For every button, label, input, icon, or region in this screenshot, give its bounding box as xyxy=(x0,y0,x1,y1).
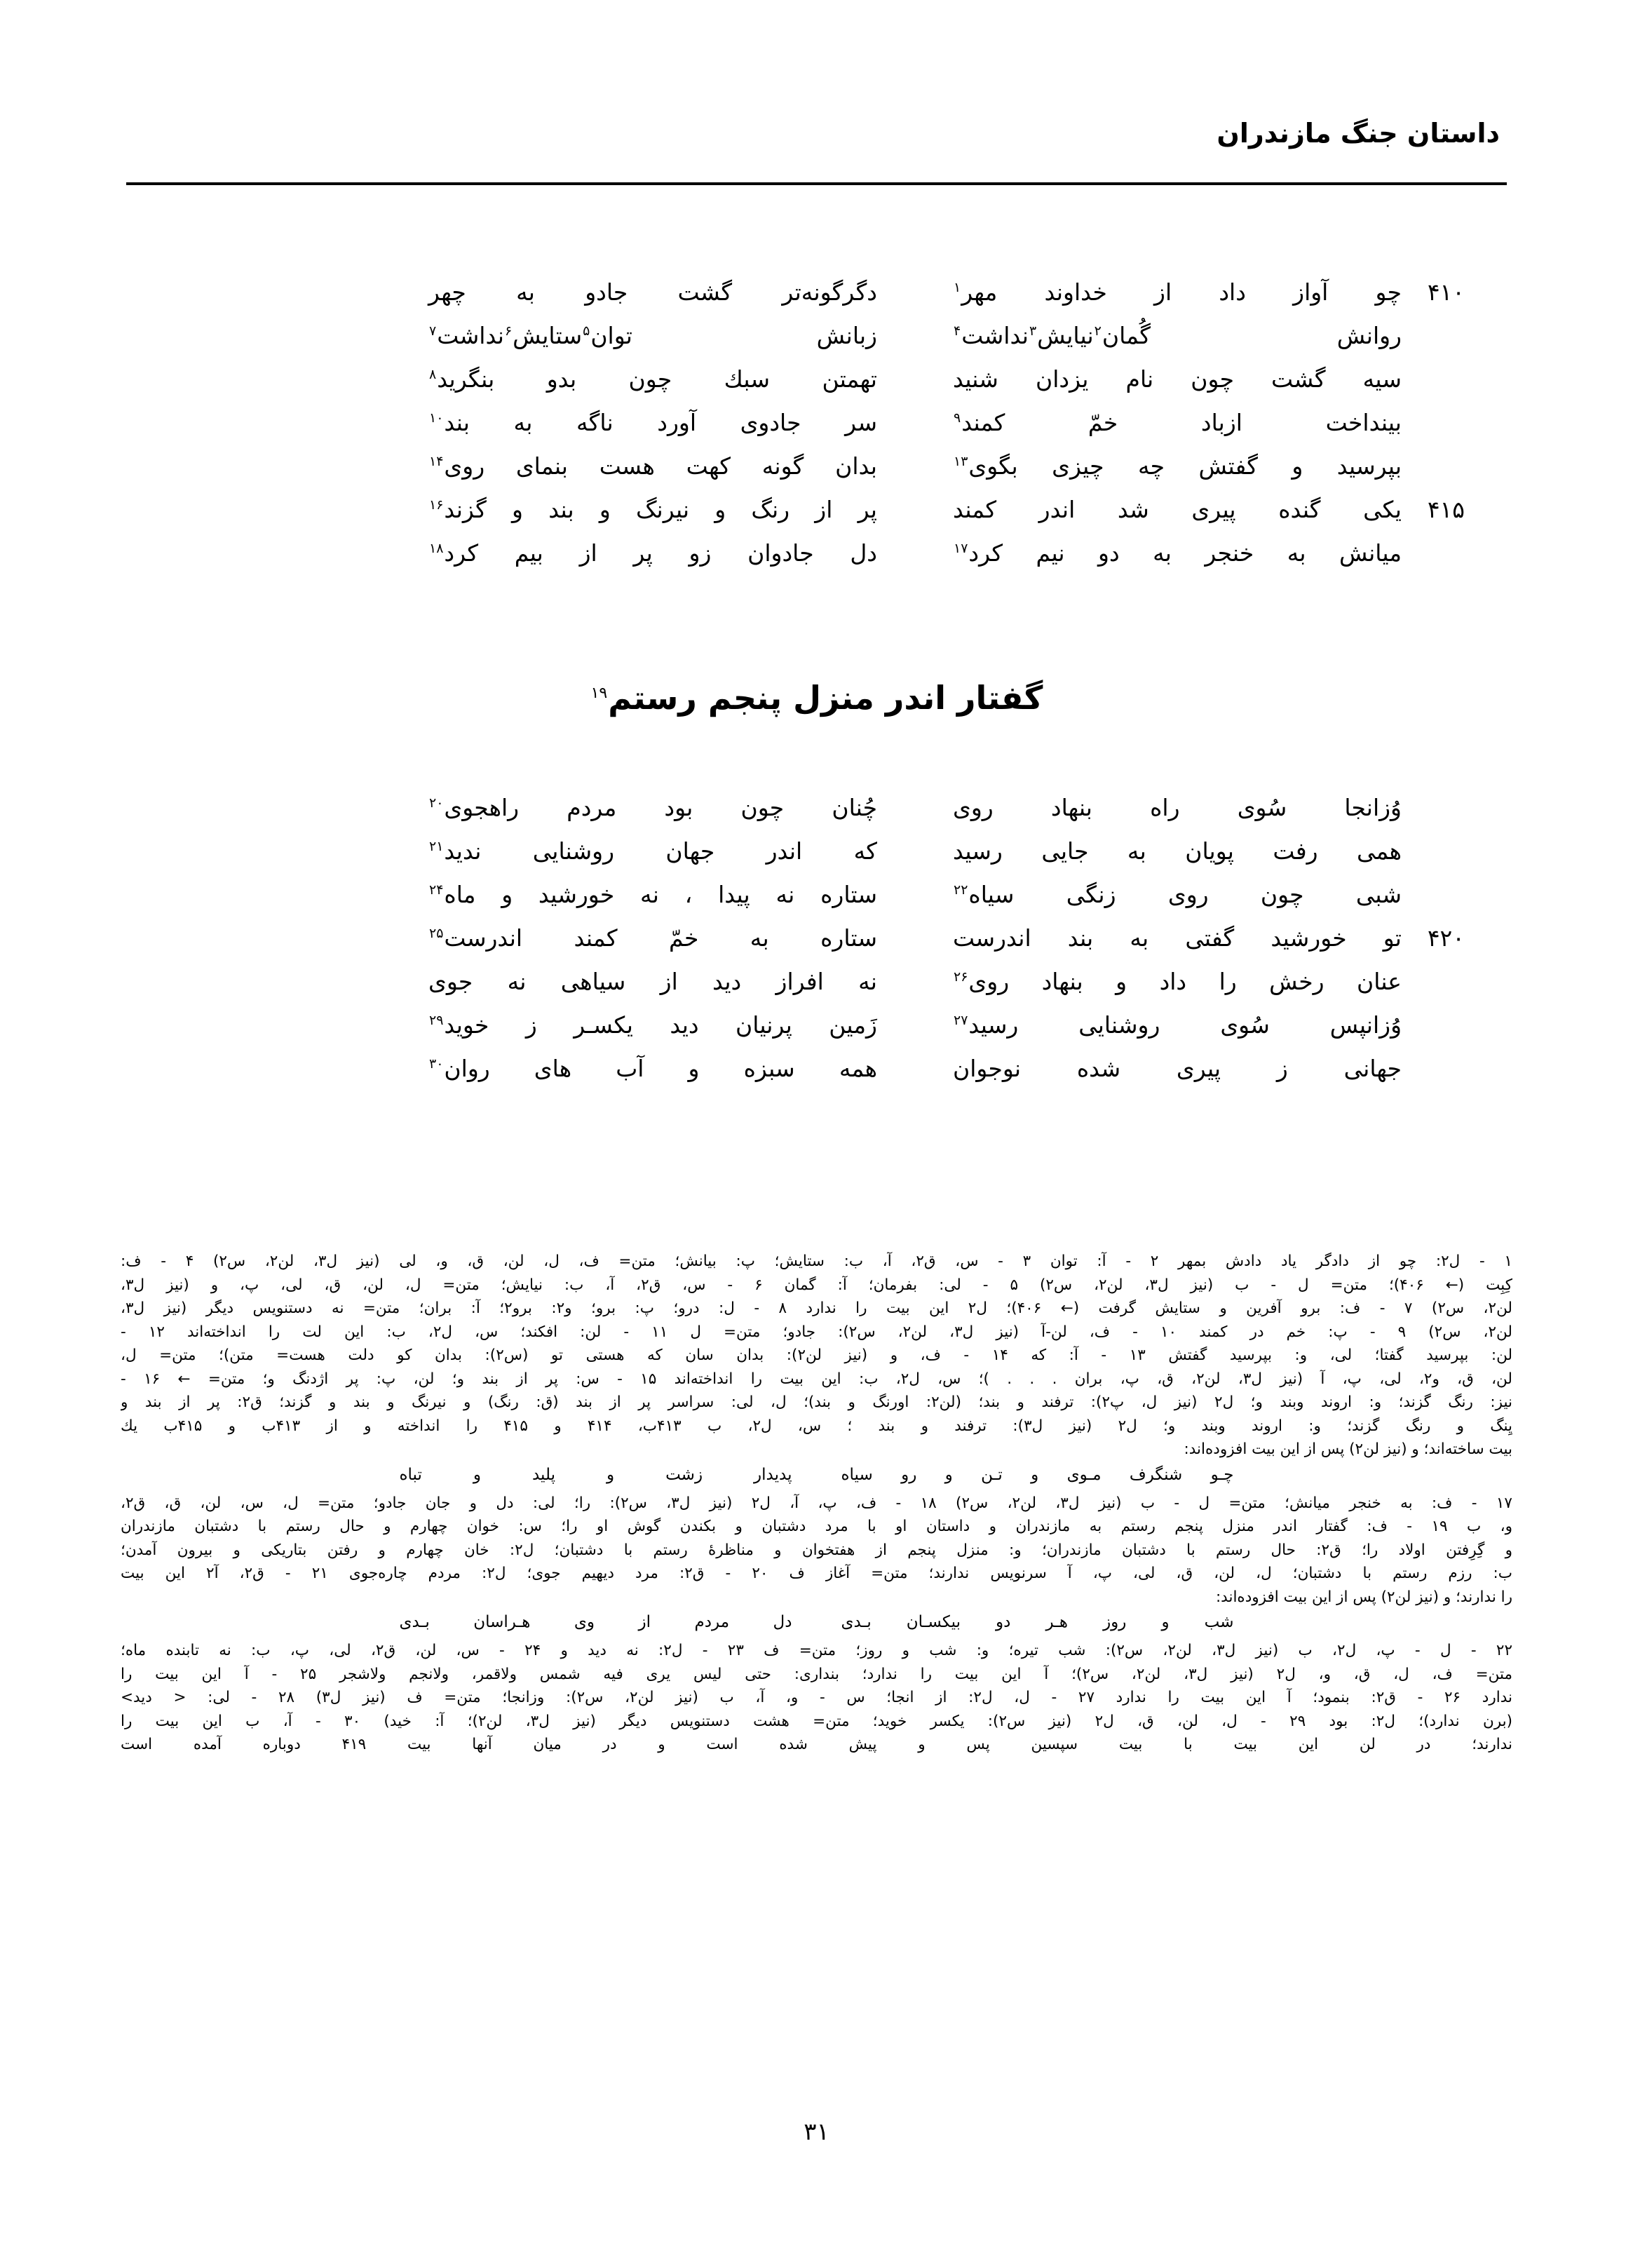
hemistich-right xyxy=(953,278,1402,306)
hemistich-left xyxy=(428,278,877,306)
hemistich-right xyxy=(953,411,1402,434)
verse-row xyxy=(126,411,1507,454)
verse-row xyxy=(126,796,1507,839)
footnote-marker: ۲۷ xyxy=(954,1013,968,1028)
apparatus-line: و، ب ۱۹ - ف: گفتار اندر منزل پنجم رستم به مازندران و داستان او با مرد دشتبان و بكندن گوش او را؛ س: خوان چهارم و حال رستم با دشتبان مازندران xyxy=(121,1518,1512,1535)
verse-row xyxy=(126,1013,1507,1057)
hemistich-left xyxy=(428,541,877,565)
hemistich-left xyxy=(428,454,877,478)
footnote-marker: ۹ xyxy=(954,410,961,426)
verse-row xyxy=(126,1057,1507,1100)
hemistich-text: چُنان چون بود مردم راهجوی xyxy=(444,794,877,821)
verse-number: ۴۱۵ xyxy=(1427,496,1465,523)
running-head: داستان جنگ مازندران xyxy=(1217,118,1500,149)
apparatus-line: ۱ - ل۲: چو از دادگر یاد دادش بمهر ۲ - آ: توان ۳ - س، ق۲، آ، ب: ستایش؛ پ: بیانش؛ متن= ف، ل، لن، ق، و، لی (نیز ل۳، لن۲، س۲) ۴ - ف: xyxy=(121,1253,1512,1270)
inset-hemistich-right: شب و روز هـر دو بیكسـان بـدی xyxy=(841,1613,1234,1631)
footnote-marker: ۷ xyxy=(429,323,437,339)
hemistich-left xyxy=(428,970,877,993)
hemistich-right xyxy=(953,926,1402,950)
apparatus-inset-verse xyxy=(121,1611,1512,1638)
apparatus-line: متن= ف، ل، ق، و، ل۲ (نیز ل۳، لن۲، س۲)؛ آ این بیت را ندارد؛ بنداری: حتی لیس یری فیه شمس ولاقمر، ولانجم ولاشجر ۲۵ - آ این بیت را xyxy=(121,1665,1512,1683)
apparatus-line xyxy=(121,1757,1512,1781)
footnote-marker: ۲ xyxy=(1094,323,1102,339)
inset-hemistich-right: چـو شنگرف مـوی و تـن و رو سیاه xyxy=(841,1465,1234,1484)
apparatus-line: نیز: رنگ گزند؛ و: اروند وبند و؛ ل۲ (نیز ل، پ۲): ترفند و بند؛ (لن۲: اورنگ و بند)؛ ل، لی: سراسر پر از بند (ق: رنگ) و نیرنگ و بند و گزند؛ ق۲: پر از بند و xyxy=(121,1393,1512,1411)
verse-number: ۴۱۰ xyxy=(1427,278,1465,306)
hemistich-right xyxy=(953,970,1402,993)
hemistich-text: میانش به خنجر به دو نیم کرد xyxy=(968,539,1402,567)
hemistich-right xyxy=(953,1013,1402,1037)
verse-row xyxy=(126,839,1507,883)
hemistich-text: جهانی ز پیری شده نوجوان xyxy=(953,1055,1402,1082)
hemistich-right xyxy=(953,839,1402,863)
hemistich-text: وُزانپس سُوی روشنایی رسید xyxy=(968,1011,1402,1039)
verse-row xyxy=(126,367,1507,411)
footnote-marker: ۱ xyxy=(954,280,961,295)
hemistich-text: تهمتن سبك چون بدو بنگرید xyxy=(437,365,877,393)
hemistich-left xyxy=(428,926,877,950)
hemistich-left xyxy=(428,883,877,906)
hemistich-text: همه سبزه و آب های روان xyxy=(444,1055,877,1082)
footnote-marker: ۲۴ xyxy=(429,882,444,898)
footnote-marker: ۲۱ xyxy=(429,839,444,854)
hemistich-text: روانش گُمان xyxy=(1102,322,1402,349)
footnote-marker: ۶ xyxy=(504,323,513,339)
inset-hemistich-left: پدیدار زشت و پلید و تباه xyxy=(399,1465,792,1484)
hemistich-text: ستاره نه پیدا ، نه خورشید و ماه xyxy=(444,881,877,908)
hemistich-text: همی رفت پویان به جایی رسید xyxy=(953,837,1402,865)
footnote-marker: ۲۹ xyxy=(429,1013,444,1028)
footnote-marker: ۵ xyxy=(583,323,590,339)
verse-row xyxy=(126,324,1507,367)
apparatus-line: و گِرِفتن اولاد را؛ ق۲: حال رستم با دشتبان مازندران؛ و: منزل پنجم از هفتخوان و مناظرهٔ رستم با دشتبان؛ ل۲: خان چهارم و رفتن بتاریکی و بیرون آمدن؛ xyxy=(121,1541,1512,1559)
hemistich-left xyxy=(428,1013,877,1037)
footnote-marker: ۲۵ xyxy=(429,926,444,941)
hemistich-text: نیایش xyxy=(1037,322,1094,349)
footnote-marker: ۴ xyxy=(954,323,961,339)
hemistich-text: بینداخت ازباد خمّ کمند xyxy=(961,409,1402,436)
hemistich-text: ستایش xyxy=(513,322,583,349)
apparatus-line: لن۲، س۲) ۷ - ف: برو آفرین و ستایش گرفت (← ۴۰۶)؛ ل۲ این بیت را ندارد ۸ - ل: درو؛ پ: برو؛ و۲: برو۲؛ آ: بران؛ متن= نه دستنویس دیگر (نیز ل۳، xyxy=(121,1300,1512,1317)
verse-row xyxy=(126,498,1507,541)
hemistich-text: عنان رخش را داد و بنهاد روی xyxy=(968,968,1402,995)
hemistich-text: پر از رنگ و نیرنگ و بند و گزند xyxy=(444,496,877,523)
critical-apparatus xyxy=(121,1250,1512,1780)
footnote-marker: ۱۶ xyxy=(429,497,444,513)
folio-number: ۳۱ xyxy=(804,2118,829,2146)
footnote-marker: ۱۷ xyxy=(954,541,968,556)
footnote-marker: ۲۲ xyxy=(954,882,968,898)
hemistich-right xyxy=(953,454,1402,478)
footnote-marker: ۳ xyxy=(1029,323,1037,339)
hemistich-left xyxy=(428,324,877,347)
hemistich-text: شبی چون روی زنگی سیاه xyxy=(968,881,1402,908)
section-title-text: گفتار اندر منزل پنجم رستم xyxy=(608,679,1043,717)
verse-row xyxy=(126,883,1507,926)
hemistich-left xyxy=(428,498,877,521)
hemistich-text: سر جادوی آورد ناگه به بند xyxy=(444,409,877,436)
apparatus-line: یِنگ و رنگ گزند؛ و: اروند وبند و؛ ل۲ (نیز ل۳): ترفند و بند ؛ س، ل۲، ب ۴۱۳ب، ۴۱۴ و ۴۱۵ را انداخته و از ۴۱۳ب و ۴۱۵ب یك xyxy=(121,1417,1512,1435)
header-rule xyxy=(126,182,1507,185)
footnote-marker: ۳۰ xyxy=(429,1056,444,1072)
apparatus-line: ندارد ۲۶ - ق۲: بنمود؛ آ این بیت را ندارد ۲۷ - ل، ل۲: از انجا؛ س - و، آ، ب (نیز لن۲، س۲): وزانجا؛ متن= ف (نیز ل۳) ۲۸ - لی: < دید> xyxy=(121,1689,1512,1706)
verse-block-second xyxy=(126,796,1507,1100)
apparatus-line: (برن ندارد)؛ ل۲: بود ۲۹ - ل، لن، ق، ل۲ (نیز س۲): یكسر خوید؛ متن= هشت دستنویس دیگر (نیز ل۳، لن۲)؛ آ: خید) ۳۰ - آ، ب این بیت را xyxy=(121,1712,1512,1730)
hemistich-text: زبانش توان xyxy=(590,322,877,349)
hemistich-text: بدان گونه کهت هست بنمای روی xyxy=(444,452,877,480)
hemistich-text: که اندر جهان روشنایی ندید xyxy=(444,837,877,865)
hemistich-text: دگرگونه‌تر گشت جادو به چهر xyxy=(428,278,877,306)
hemistich-text: وُزانجا سُوی راه بنهاد روی xyxy=(953,794,1402,821)
hemistich-text: یکی گنده پیری شد اندر کمند xyxy=(953,496,1402,523)
hemistich-text: چو آواز داد از خداوند مهر xyxy=(961,278,1402,306)
apparatus-line: ۱۷ - ف: به خنجر میانش؛ متن= ل - ب (نیز ل۳، لن۲، س۲) ۱۸ - ف، پ، آ، ل۲ (نیز ل۳، س۲): را؛ لی: دل و جان جادو؛ متن= ل، س، لن، ق، ق۲، xyxy=(121,1494,1512,1512)
hemistich-text: بپرسید و گفتش چه چیزی بگوی xyxy=(968,452,1402,480)
apparatus-line: ۲۲ - ل - پ، ل۲، ب (نیز ل۳، لن۲، س۲): شب تیره؛ و: شب و روز؛ متن= ف ۲۳ - ل۲: نه دید و ۲۴ - س، لن، ق۲، لی، پ، ب: نه تابنده ماه؛ xyxy=(121,1642,1512,1659)
apparatus-line: لن، ق، و۲، لی، پ، آ (نیز ل۳، لن۲، ق، پ، بران . . . )؛ س، ل۲، ب: این بیت را انداخته‌اند ۱۵ - س: پر از بند و؛ لن، پ: پر اژدنگ و؛ متن= ← ۱۶ - xyxy=(121,1370,1512,1388)
hemistich-right xyxy=(953,498,1402,521)
footnote-marker: ۱۴ xyxy=(429,454,444,469)
verse-row xyxy=(126,926,1507,970)
hemistich-text: نداشت xyxy=(961,322,1029,349)
footnote-marker: ۱۸ xyxy=(429,541,444,556)
hemistich-left xyxy=(428,367,877,391)
apparatus-line: لن: بپرسید گفتا؛ لی، و: بپرسید گفتش ۱۳ - آ: که ۱۴ - ف، و (نیز لن۲): بدان سان که هستی تو (س۲): بدان کو دلت هست= متن)؛ متن= ل، xyxy=(121,1346,1512,1364)
apparatus-line: بیت ساخته‌اند؛ و (نیز لن۲) پس از این بیت افزوده‌اند: xyxy=(1184,1440,1512,1458)
hemistich-text: دل جادوان زو پر از بیم کرد xyxy=(444,539,877,567)
hemistich-right xyxy=(953,541,1402,565)
apparatus-inset-verse xyxy=(121,1464,1512,1490)
hemistich-text: ستاره به خمّ کمند اندرست xyxy=(444,924,877,952)
inset-hemistich-left: دل مردم از وی هـراسان بـدی xyxy=(399,1613,792,1631)
hemistich-left xyxy=(428,411,877,434)
hemistich-text: تو خورشید گفتی به بند اندرست xyxy=(953,924,1402,952)
footnote-marker: ۱۳ xyxy=(954,454,968,469)
footnote-marker: ۲۶ xyxy=(954,969,968,985)
hemistich-right xyxy=(953,883,1402,906)
apparatus-line: کِبِت (← ۴۰۶)؛ متن= ل - ب (نیز ل۳، لن۲، س۲) ۵ - لی: بفرمان؛ آ: گمان ۶ - س، ق۲، آ، ب: نیایش؛ متن= ل، لن، ق، لی، پ، و (نیز ل۳، xyxy=(121,1276,1512,1294)
verse-number: ۴۲۰ xyxy=(1427,924,1465,952)
hemistich-left xyxy=(428,1057,877,1080)
hemistich-right xyxy=(953,796,1402,819)
hemistich-text: زَمین پرنیان دید یکسـر ز خوید xyxy=(444,1011,877,1039)
verse-row xyxy=(126,454,1507,498)
footnote-marker: ۸ xyxy=(429,367,437,382)
hemistich-right xyxy=(953,367,1402,391)
apparatus-line: ب: رزم رستم با دشتبان؛ ل، لن، ق، لی، پ، آ سرنویس ندارند؛ متن= آغاز ف ۲۰ - ق۲: مرد دیهیم جوی؛ ل۲: مردم چاره‌جوی ۲۱ - ق۲، آ۲ این بیت xyxy=(121,1565,1512,1582)
footnote-marker: ۲۰ xyxy=(429,795,444,811)
footnote-marker: ۱۹ xyxy=(590,684,608,702)
hemistich-text: نه افراز دید از سیاهی نه جوی xyxy=(428,968,877,995)
apparatus-line: لن۲، س۲) ۹ - پ: خم در کمند ۱۰ - ف، لن-آ (نیز ل۳، لن۲، س۲): جادو؛ متن= ل ۱۱ - لن: افکند؛ س، ل۲، ب: این لت را انداخته‌اند ۱۲ - xyxy=(121,1323,1512,1341)
hemistich-left xyxy=(428,839,877,863)
apparatus-line: ندارند؛ در لن این بیت با بیت سپسین پس و پیش شده است و در میان آنها بیت ۴۱۹ دوباره آمده است xyxy=(121,1736,1512,1753)
section-title xyxy=(126,679,1507,717)
verse-row xyxy=(126,278,1507,324)
verse-row xyxy=(126,970,1507,1013)
hemistich-text: نداشت xyxy=(437,322,504,349)
verse-block-first xyxy=(126,278,1507,585)
hemistich-right xyxy=(953,324,1402,347)
hemistich-text: سیه گشت چون نام یزدان شنید xyxy=(953,365,1402,393)
hemistich-right xyxy=(953,1057,1402,1080)
apparatus-line: را ندارند؛ و (نیز لن۲) پس از این بیت افزوده‌اند: xyxy=(1215,1588,1512,1606)
verse-row xyxy=(126,541,1507,585)
page-header xyxy=(126,118,1507,195)
hemistich-left xyxy=(428,796,877,819)
footnote-marker: ۱۰ xyxy=(429,410,444,426)
